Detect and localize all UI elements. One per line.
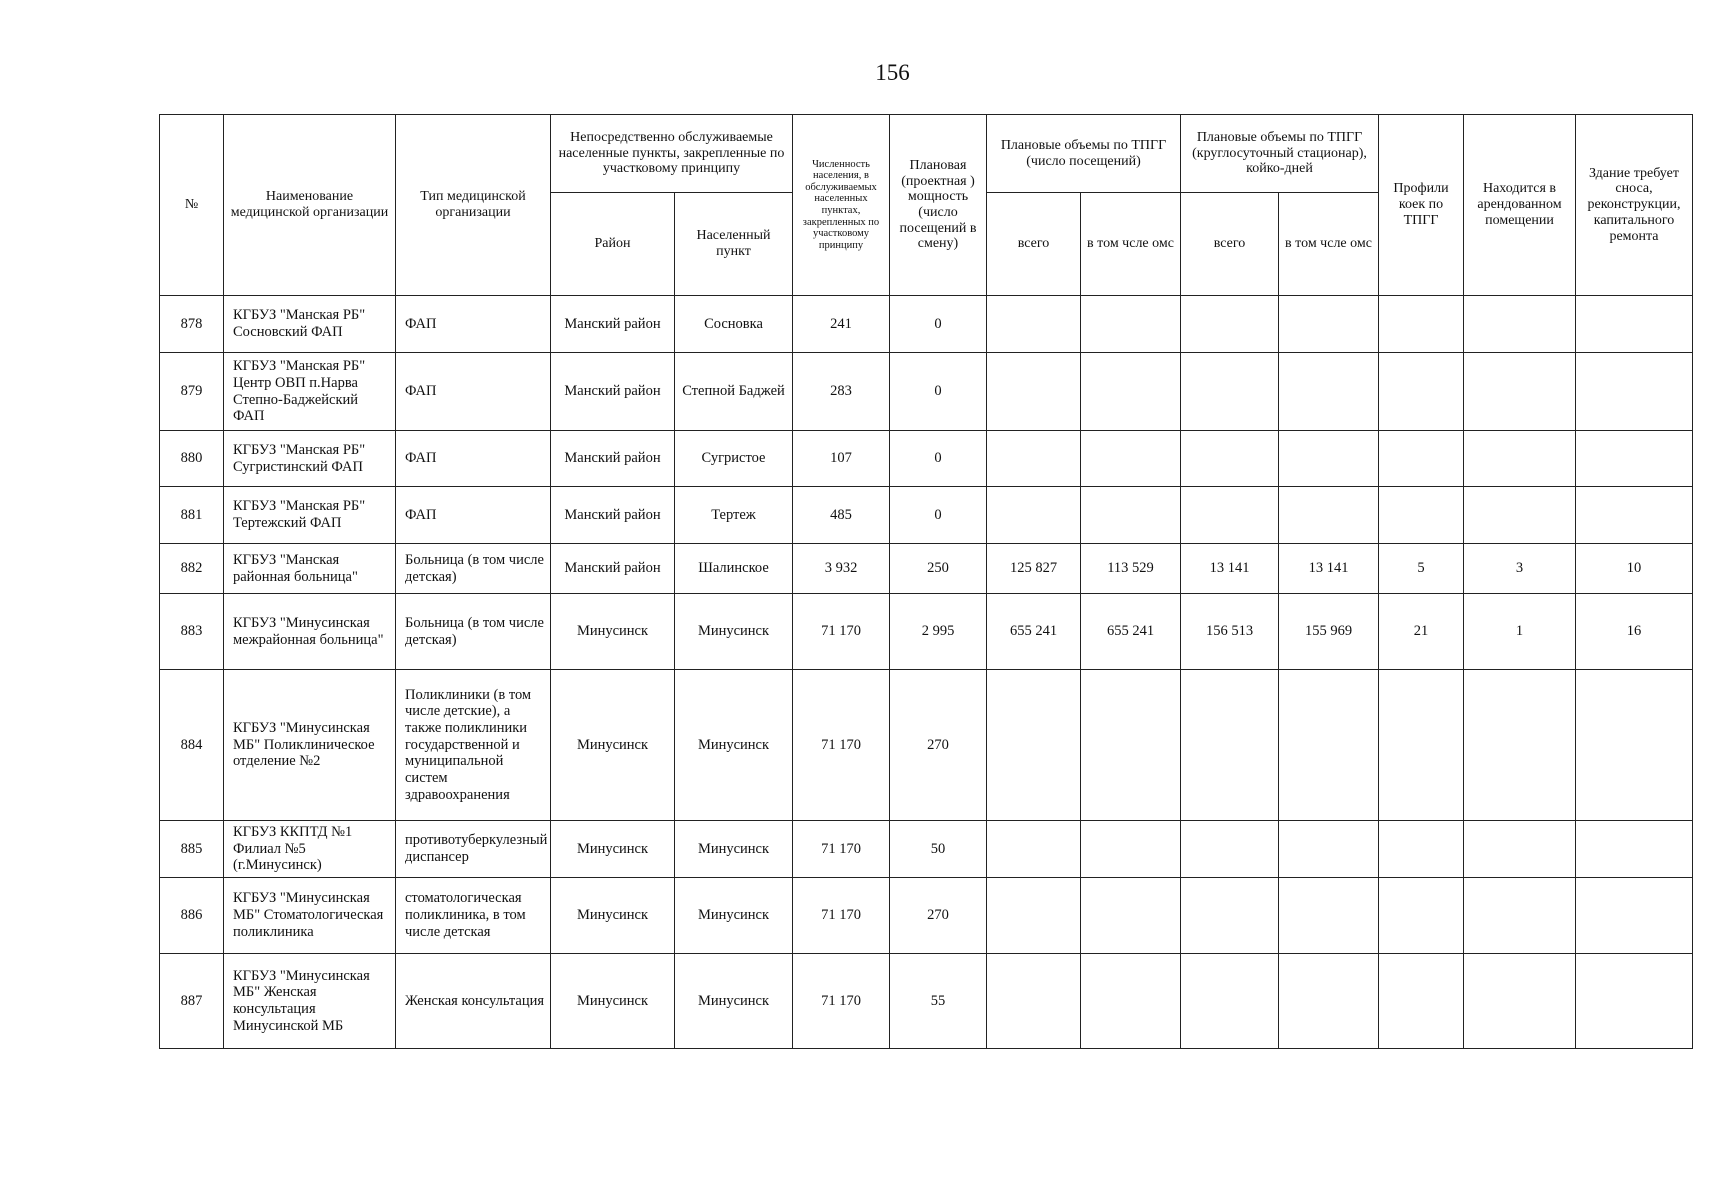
cell-bed-total — [1181, 878, 1279, 954]
table-row — [160, 821, 1693, 878]
table-row — [160, 487, 1693, 544]
cell-num: 887 — [160, 954, 224, 1049]
facilities-table-container — [159, 114, 1692, 1049]
header-org-type: Тип медицинской организации — [396, 115, 551, 296]
cell-rented — [1464, 353, 1576, 431]
cell-bed-oms — [1279, 487, 1379, 544]
cell-profiles — [1379, 878, 1464, 954]
cell-bed-oms — [1279, 954, 1379, 1049]
cell-population: 71 170 — [793, 954, 890, 1049]
cell-demolition — [1576, 878, 1693, 954]
cell-org-name: КГБУЗ "Манская районная больница" — [224, 544, 396, 594]
cell-org-name: КГБУЗ "Манская РБ" Сугристинский ФАП — [224, 431, 396, 487]
cell-district: Минусинск — [551, 878, 675, 954]
table-row — [160, 431, 1693, 487]
cell-capacity: 0 — [890, 353, 987, 431]
cell-settlement: Минусинск — [675, 821, 793, 878]
cell-visits-total: 655 241 — [987, 594, 1081, 670]
header-bed-group: Плановые объемы по ТПГГ (круглосуточный стационар), койко-дней — [1181, 115, 1379, 193]
cell-org-type: Женская консультация — [396, 954, 551, 1049]
cell-population: 107 — [793, 431, 890, 487]
cell-visits-total — [987, 353, 1081, 431]
cell-num: 881 — [160, 487, 224, 544]
cell-bed-oms — [1279, 431, 1379, 487]
cell-visits-oms — [1081, 296, 1181, 353]
header-visits-group: Плановые объемы по ТПГГ (число посещений) — [987, 115, 1181, 193]
cell-bed-total — [1181, 821, 1279, 878]
cell-demolition — [1576, 353, 1693, 431]
cell-num: 879 — [160, 353, 224, 431]
cell-num: 882 — [160, 544, 224, 594]
cell-capacity: 0 — [890, 296, 987, 353]
cell-num: 880 — [160, 431, 224, 487]
cell-rented — [1464, 670, 1576, 821]
cell-num: 883 — [160, 594, 224, 670]
cell-capacity: 2 995 — [890, 594, 987, 670]
header-visits-total: всего — [987, 193, 1081, 296]
cell-settlement: Минусинск — [675, 878, 793, 954]
table-row — [160, 594, 1693, 670]
cell-profiles — [1379, 296, 1464, 353]
cell-capacity: 270 — [890, 878, 987, 954]
cell-settlement: Шалинское — [675, 544, 793, 594]
cell-org-name: КГБУЗ "Манская РБ" Тертежский ФАП — [224, 487, 396, 544]
cell-visits-total — [987, 670, 1081, 821]
cell-profiles — [1379, 821, 1464, 878]
cell-visits-oms: 113 529 — [1081, 544, 1181, 594]
cell-org-name: КГБУЗ ККПТД №1 Филиал №5 (г.Минусинск) — [224, 821, 396, 878]
cell-capacity: 0 — [890, 487, 987, 544]
cell-district: Минусинск — [551, 954, 675, 1049]
cell-district: Манский район — [551, 353, 675, 431]
cell-population: 71 170 — [793, 670, 890, 821]
cell-visits-total — [987, 431, 1081, 487]
cell-rented — [1464, 878, 1576, 954]
cell-visits-oms: 655 241 — [1081, 594, 1181, 670]
cell-org-type: Больница (в том числе детская) — [396, 594, 551, 670]
cell-bed-oms — [1279, 353, 1379, 431]
cell-demolition — [1576, 296, 1693, 353]
header-bed-profiles: Профили коек по ТПГГ — [1379, 115, 1464, 296]
cell-district: Минусинск — [551, 670, 675, 821]
header-visits-oms: в том чсле омс — [1081, 193, 1181, 296]
cell-org-type: ФАП — [396, 487, 551, 544]
header-num: № — [160, 115, 224, 296]
cell-org-type: ФАП — [396, 431, 551, 487]
cell-capacity: 0 — [890, 431, 987, 487]
cell-population: 241 — [793, 296, 890, 353]
table-row — [160, 878, 1693, 954]
cell-visits-oms — [1081, 821, 1181, 878]
cell-rented — [1464, 821, 1576, 878]
cell-bed-total — [1181, 954, 1279, 1049]
cell-district: Манский район — [551, 296, 675, 353]
page-number: 156 — [875, 60, 910, 85]
cell-org-name: КГБУЗ "Минусинская МБ" Женская консультация Минусинской МБ — [224, 954, 396, 1049]
cell-bed-total — [1181, 353, 1279, 431]
cell-visits-oms — [1081, 431, 1181, 487]
header-population: Численность населения, в обслуживаемых населенных пунктах, закрепленных по участковому принципу — [793, 115, 890, 296]
header-bed-oms: в том чсле омс — [1279, 193, 1379, 296]
cell-capacity: 250 — [890, 544, 987, 594]
cell-org-name: КГБУЗ "Минусинская МБ" Поликлиническое отделение №2 — [224, 670, 396, 821]
facilities-table — [159, 114, 1693, 1049]
table-row — [160, 296, 1693, 353]
cell-org-type: Больница (в том числе детская) — [396, 544, 551, 594]
cell-visits-oms — [1081, 954, 1181, 1049]
table-row — [160, 954, 1693, 1049]
cell-rented — [1464, 487, 1576, 544]
cell-bed-oms — [1279, 670, 1379, 821]
cell-population: 71 170 — [793, 594, 890, 670]
cell-demolition — [1576, 821, 1693, 878]
cell-org-type: Поликлиники (в том числе детские), а также поликлиники государственной и муниципальной систем здравоохранения — [396, 670, 551, 821]
table-body — [160, 296, 1693, 1049]
header-rented: Находится в арендованном помещении — [1464, 115, 1576, 296]
cell-district: Манский район — [551, 431, 675, 487]
cell-profiles — [1379, 954, 1464, 1049]
cell-bed-oms — [1279, 878, 1379, 954]
header-capacity: Плановая (проектная ) мощность (число посещений в смену) — [890, 115, 987, 296]
cell-bed-oms: 155 969 — [1279, 594, 1379, 670]
cell-visits-oms — [1081, 353, 1181, 431]
cell-demolition: 16 — [1576, 594, 1693, 670]
cell-bed-total — [1181, 296, 1279, 353]
cell-visits-oms — [1081, 670, 1181, 821]
cell-population: 283 — [793, 353, 890, 431]
cell-visits-total — [987, 954, 1081, 1049]
cell-org-name: КГБУЗ "Манская РБ" Сосновский ФАП — [224, 296, 396, 353]
cell-rented: 1 — [1464, 594, 1576, 670]
cell-org-name: КГБУЗ "Манская РБ" Центр ОВП п.Нарва Степно-Баджейский ФАП — [224, 353, 396, 431]
cell-visits-total — [987, 296, 1081, 353]
cell-visits-total — [987, 878, 1081, 954]
cell-settlement: Минусинск — [675, 954, 793, 1049]
cell-district: Манский район — [551, 544, 675, 594]
cell-rented: 3 — [1464, 544, 1576, 594]
header-demolition: Здание требует сноса, реконструкции, капитального ремонта — [1576, 115, 1693, 296]
header-settlements-group: Непосредственно обслуживаемые населенные пункты, закрепленные по участковому принципу — [551, 115, 793, 193]
cell-bed-oms: 13 141 — [1279, 544, 1379, 594]
cell-population: 485 — [793, 487, 890, 544]
header-district: Район — [551, 193, 675, 296]
table-row — [160, 670, 1693, 821]
cell-demolition: 10 — [1576, 544, 1693, 594]
cell-settlement: Тертеж — [675, 487, 793, 544]
header-settlement: Населенный пункт — [675, 193, 793, 296]
cell-population: 71 170 — [793, 878, 890, 954]
cell-profiles: 5 — [1379, 544, 1464, 594]
table-row — [160, 544, 1693, 594]
cell-demolition — [1576, 487, 1693, 544]
cell-org-type: противотуберкулезный диспансер — [396, 821, 551, 878]
cell-org-type: ФАП — [396, 353, 551, 431]
cell-num: 884 — [160, 670, 224, 821]
header-org-name: Наименование медицинской организации — [224, 115, 396, 296]
cell-profiles — [1379, 431, 1464, 487]
cell-org-name: КГБУЗ "Минусинская межрайонная больница" — [224, 594, 396, 670]
table-row — [160, 353, 1693, 431]
cell-visits-oms — [1081, 487, 1181, 544]
cell-settlement: Сугристое — [675, 431, 793, 487]
cell-bed-oms — [1279, 821, 1379, 878]
cell-settlement: Сосновка — [675, 296, 793, 353]
cell-org-type: ФАП — [396, 296, 551, 353]
cell-population: 71 170 — [793, 821, 890, 878]
cell-demolition — [1576, 431, 1693, 487]
cell-demolition — [1576, 670, 1693, 821]
cell-profiles: 21 — [1379, 594, 1464, 670]
cell-rented — [1464, 431, 1576, 487]
cell-visits-total — [987, 821, 1081, 878]
cell-bed-total: 156 513 — [1181, 594, 1279, 670]
cell-num: 878 — [160, 296, 224, 353]
cell-visits-total — [987, 487, 1081, 544]
cell-capacity: 55 — [890, 954, 987, 1049]
cell-settlement: Минусинск — [675, 670, 793, 821]
cell-org-type: стоматологическая поликлиника, в том числе детская — [396, 878, 551, 954]
cell-settlement: Минусинск — [675, 594, 793, 670]
cell-profiles — [1379, 670, 1464, 821]
header-bed-total: всего — [1181, 193, 1279, 296]
cell-bed-total: 13 141 — [1181, 544, 1279, 594]
cell-capacity: 50 — [890, 821, 987, 878]
cell-demolition — [1576, 954, 1693, 1049]
cell-settlement: Степной Баджей — [675, 353, 793, 431]
cell-rented — [1464, 296, 1576, 353]
cell-district: Минусинск — [551, 594, 675, 670]
cell-rented — [1464, 954, 1576, 1049]
cell-district: Минусинск — [551, 821, 675, 878]
table-header — [160, 115, 1693, 296]
cell-profiles — [1379, 353, 1464, 431]
cell-bed-total — [1181, 431, 1279, 487]
cell-bed-oms — [1279, 296, 1379, 353]
cell-district: Манский район — [551, 487, 675, 544]
cell-bed-total — [1181, 670, 1279, 821]
cell-visits-oms — [1081, 878, 1181, 954]
cell-visits-total: 125 827 — [987, 544, 1081, 594]
cell-profiles — [1379, 487, 1464, 544]
cell-bed-total — [1181, 487, 1279, 544]
cell-num: 886 — [160, 878, 224, 954]
cell-capacity: 270 — [890, 670, 987, 821]
cell-num: 885 — [160, 821, 224, 878]
cell-org-name: КГБУЗ "Минусинская МБ" Стоматологическая поликлиника — [224, 878, 396, 954]
cell-population: 3 932 — [793, 544, 890, 594]
